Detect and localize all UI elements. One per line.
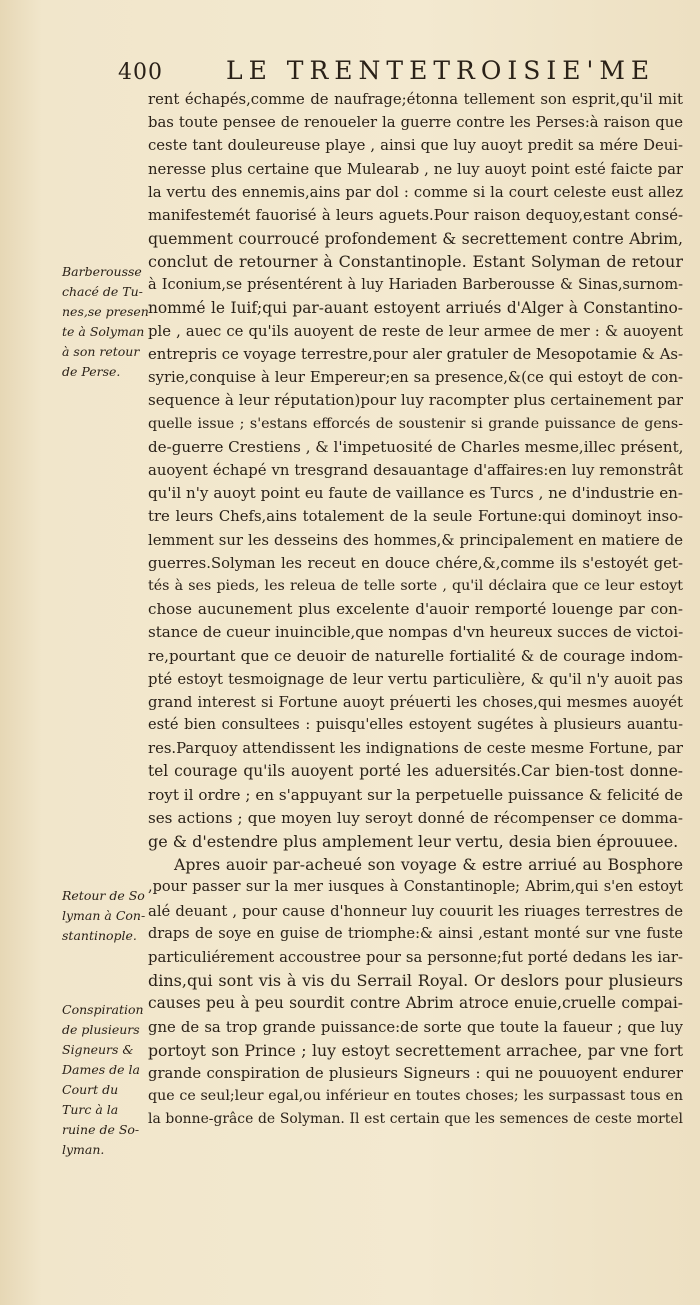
text-line: quemment courroucé profondement & secrettement contre Abrim, [148,229,683,249]
text-line: syrie,conquise à leur Empereur;en sa presence,&(ce qui estoyt de con- [148,369,683,387]
text-line: qu'il n'y auoyt point eu faute de vaillance es Turcs , ne d'industrie en- [148,484,683,503]
margin-note-line: Signeurs & [62,1042,134,1057]
text-line: draps de soye en guise de triomphe:& ainsi ,estant monté sur vne fuste [148,925,683,942]
margin-note-line: à son retour [62,344,140,359]
text-line: tés à ses pieds, les releua de telle sorte , qu'il déclaira que ce leur estoyt [148,577,683,594]
text-line: la vertu des ennemis,ains par dol : comme si la court celeste eust allez [148,183,683,201]
page-number: 400 [118,60,163,85]
text-line: causes peu à peu sourdit contre Abrim atroce enuie,cruelle compai- [148,994,683,1013]
text-line: pté estoyt tesmoignage de leur vertu particulière, & qu'il n'y auoit pas [148,670,683,688]
text-line: que ce seul;leur egal,ou inférieur en toutes choses; les surpassast tous en [148,1088,683,1105]
text-line: rent échapés,comme de naufrage;étonna tellement son esprit,qu'il mit [148,91,683,108]
margin-note-retour [62,886,144,946]
text-line: de-guerre Crestiens , & l'impetuosité de Charles mesme,illec présent, [148,437,683,456]
margin-note-line: te à Solyman [62,324,145,339]
text-line: ceste tant douleureuse playe , ainsi que luy auoyt predit sa mére Deui- [148,137,683,155]
page-header [118,56,688,92]
text-line: ses actions ; que moyen luy seroyt donné de récompenser ce domma- [148,808,683,827]
margin-note-line: Barberousse [62,264,142,279]
margin-note-line: chacé de Tu- [62,284,143,299]
text-line: gne de sa trop grande puissance:de sorte que toute la faueur ; que luy [148,1018,683,1036]
margin-note-line: stantinople. [62,928,137,943]
text-line: grande conspiration de plusieurs Signeurs : qui ne pouuoyent endurer [148,1064,683,1082]
text-line: portoyt son Prince ; luy estoyt secrettement arrachee, par vne fort [148,1040,683,1060]
margin-note-line: Conspiration [62,1002,144,1017]
text-line: bas toute pensee de renoueler la guerre contre les Perses:à raison que [148,114,683,132]
margin-note-line: Retour de So [62,888,145,903]
margin-note-line: Court du [62,1082,119,1097]
text-line: res.Parquoy attendissent les indignations de ceste mesme Fortune, par [148,740,683,758]
margin-note-conspiration [62,1000,144,1160]
text-line: dins,qui sont vis à vis du Serrail Royal. Or deslors pour plusieurs [148,971,683,991]
text-line: conclut de retourner à Constantinople. Estant Solyman de retour [148,252,683,272]
text-line: stance de cueur inuincible,que nompas d'vn heureux succes de victoi- [148,623,683,642]
text-line: re,pourtant que ce deuoir de naturelle fortialité & de courage indom- [148,646,683,665]
text-line: ge & d'estendre plus amplement leur vertu, desia bien éprouuee. [148,832,679,851]
margin-note-line: lyman. [62,1142,105,1157]
text-line: entrepris ce voyage terrestre,pour aler gratuler de Mesopotamie & As- [148,346,683,364]
text-line: ple , auec ce qu'ils auoyent de reste de leur armee de mer : & auoyent [148,322,683,340]
text-line: nommé le Iuif;qui par-auant estoyent arriués d'Alger à Constantino- [148,298,683,317]
text-line: Apres auoir par-acheué son voyage & estre arriué au Bosphore [174,855,683,875]
text-line: particuliérement accoustree pour sa personne;fut porté dedans les iar- [148,948,683,966]
text-line: lemment sur les desseins des hommes,& principalement en matiere de [148,531,683,549]
text-line: sequence à leur réputation)pour luy racompter plus certainement par [148,391,683,410]
text-line: manifestemét fauorisé à leurs aguets.Pour raison dequoy,estant consé- [148,206,683,224]
margin-note-line: lyman à Con- [62,908,146,923]
text-line: royt il ordre ; en s'appuyant sur la perpetuelle puissance & felicité de [148,785,683,804]
text-line: ,pour passer sur la mer iusques à Constantinople; Abrim,qui s'en estoyt [148,879,683,896]
text-line: neresse plus certaine que Mulearab , ne luy auoyt point esté faicte par [148,160,683,178]
running-head: LE TRENTETROISIE'ME [226,56,656,85]
margin-note-line: Turc à la [62,1102,119,1117]
text-line: à Iconium,se présentérent à luy Hariaden Barberousse & Sinas,surnom- [148,276,683,293]
margin-note-barberousse [62,262,149,382]
text-line: quelle issue ; s'estans efforcés de soustenir si grande puissance de gens- [148,415,683,432]
text-line: esté bien consultees : puisqu'elles estoyent sugétes à plusieurs auantu- [148,717,683,734]
text-line: tre leurs Chefs,ains totalement de la seule Fortune:qui dominoyt inso- [148,508,683,526]
text-line: chose aucunement plus excelente d'auoir remporté louenge par con- [148,600,683,619]
text-line: grand interest si Fortune auoyt préuerti les choses,qui mesmes auoyét [148,693,683,711]
text-line: la bonne-grâce de Solyman. Il est certain que les semences de ceste mortel [148,1111,683,1128]
margin-note-line: ruine de So- [62,1122,140,1137]
text-line: tel courage qu'ils auoyent porté les aduersités.Car bien-tost donne- [148,762,683,781]
margin-note-line: nes,se presen [62,304,149,319]
body-text [148,88,683,1131]
margin-note-line: Dames de la [62,1062,140,1077]
text-line: guerres.Solyman les receut en douce chére,&,comme ils s'estoyét get- [148,554,683,572]
margin-note-line: de plusieurs [62,1022,140,1037]
margin-note-line: de Perse. [62,364,121,379]
text-line: auoyent échapé vn tresgrand desauantage d'affaires:en luy remonstrât [148,462,683,479]
text-line: alé deuant , pour cause d'honneur luy couurit les riuages terrestres de [148,902,683,920]
